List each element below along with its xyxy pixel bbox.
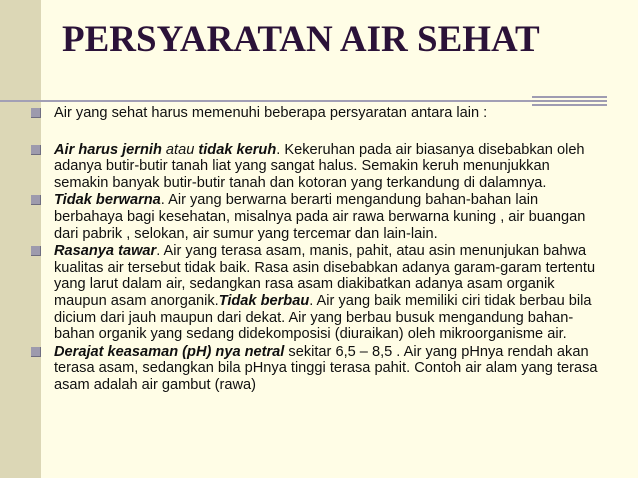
- item-lead: Tidak berwarna: [54, 192, 161, 209]
- item-text: . Air yang berwarna berarti mengandung bahan-bahan lain berbahaya bagi kesehatan, misalnya pada air rawa berwarna kuning , air buangan dari pabrik , selokan, air sumur yang tercemar dan lain-lain.: [54, 192, 586, 242]
- item-text: . Air yang terasa asam, manis, pahit, atau asin menunjukan bahwa kualitas air tersebut tidak baik. Rasa asin disebabkan adanya garam-garam tertentu yang larut dalam air, sedangkan rasa asam diakibatkan adanya asam organik maupun asam anorganik.: [54, 243, 596, 309]
- list-item-warna: [0, 192, 638, 242]
- item-text-2: . Air yang baik memiliki ciri tidak berbau bila dicium dari jauh maupun dari dekat. Air yang berbau busuk mengandung bahan-bahan organik yang sedang didekomposisi (diuraikan) oleh mikroorganisme air.: [54, 292, 592, 343]
- item-lead-2: Tidak berbau: [218, 292, 310, 309]
- square-bullet-icon: [31, 195, 41, 205]
- list-item-jernih: [0, 142, 638, 192]
- item-connector: atau: [161, 141, 199, 158]
- item-lead: Derajat keasaman (pH) nya netral: [54, 343, 285, 360]
- square-bullet-icon: [31, 347, 41, 357]
- list-item-intro: [0, 105, 638, 122]
- square-bullet-icon: [31, 246, 41, 256]
- square-bullet-icon: [31, 108, 41, 118]
- divider-line: [0, 100, 532, 102]
- bullet-list: [0, 105, 638, 394]
- item-text: sekitar 6,5 – 8,5 . Air yang pHnya rendah akan terasa asam, sedangkan bila pHnya tinggi terasa pahit. Contoh air alam yang terasa asam adalah air gambut (rawa): [54, 343, 598, 393]
- list-item-ph: [0, 344, 638, 394]
- item-lead: Rasanya tawar: [54, 243, 157, 260]
- list-item-rasa: [0, 243, 638, 343]
- item-lead-2: tidak keruh: [198, 141, 277, 158]
- item-lead: Air harus jernih: [54, 141, 162, 158]
- intro-text: Air yang sehat harus memenuhi beberapa persyaratan antara lain :: [54, 105, 488, 121]
- square-bullet-icon: [31, 145, 41, 155]
- slide-title: PERSYARATAN AIR SEHAT: [62, 19, 540, 60]
- item-text: . Kekeruhan pada air biasanya disebabkan oleh adanya butir-butir tanah liat yang sangat halus. Semakin keruh menunjukkan semakin banyak butir-butir tanah dan kotoran yang terkandung di dalamnya.: [54, 141, 585, 191]
